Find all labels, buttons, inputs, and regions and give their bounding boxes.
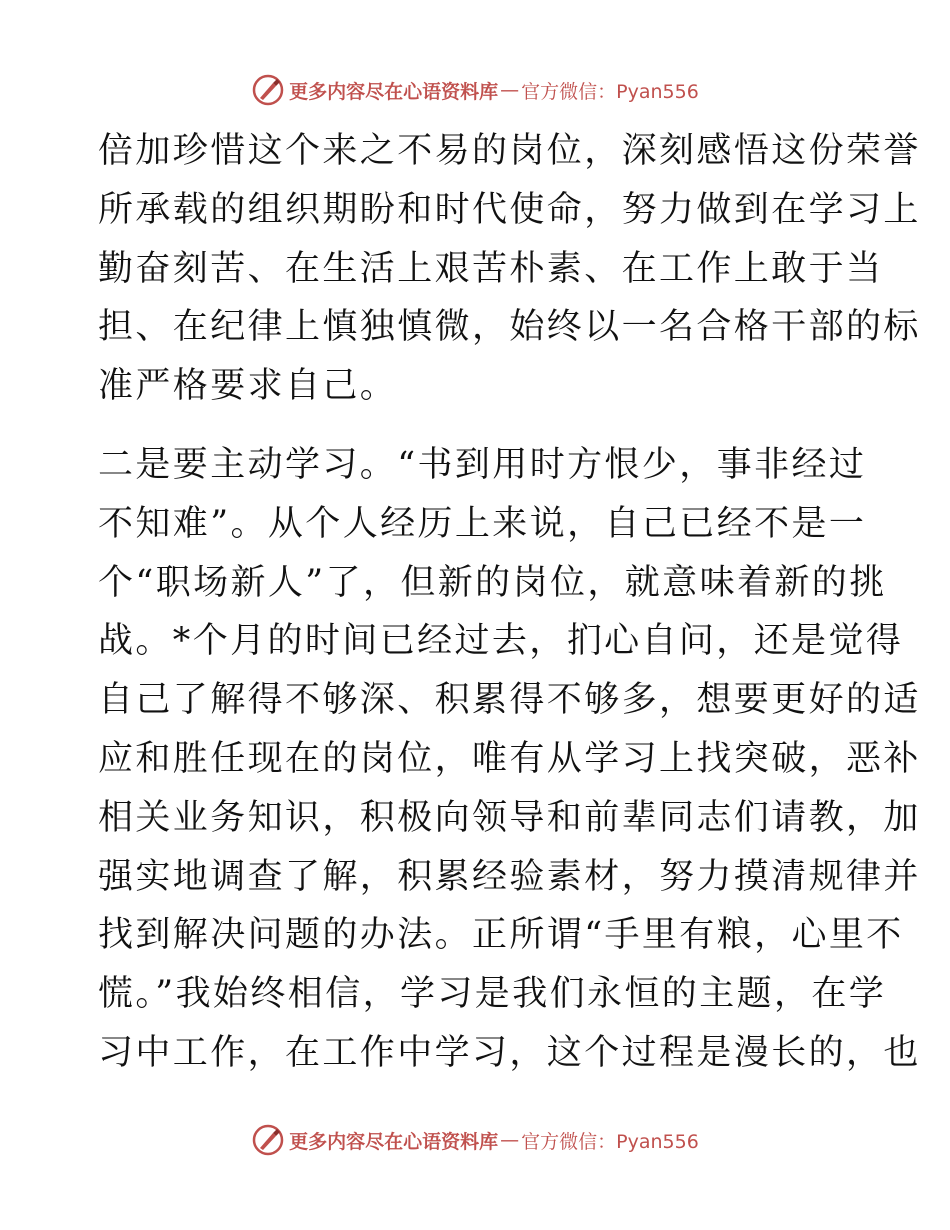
- pen-circle-logo-icon: [251, 1123, 285, 1157]
- body-line: 相关业务知识，积极向领导和前辈同志们请教，加: [98, 797, 921, 838]
- header-banner: [0, 70, 950, 110]
- body-line: 慌。”我始终相信，学习是我们永恒的主题，在学: [98, 974, 887, 1015]
- body-line: 二是要主动学习。“书到用时方恨少，事非经过: [98, 444, 867, 485]
- body-line: 应和胜任现在的岗位，唯有从学习上找突破，恶补: [98, 738, 921, 779]
- header-wechat-text: 官方微信：Pyan556: [521, 80, 699, 103]
- footer-promo-text: 更多内容尽在心语资料库: [289, 1130, 499, 1153]
- body-line: 战。*个月的时间已经过去，扪心自问，还是觉得: [98, 621, 904, 662]
- body-line: 习中工作，在工作中学习，这个过程是漫长的，也: [98, 1032, 921, 1073]
- body-line: 强实地调查了解，积累经验素材，努力摸清规律并: [98, 856, 921, 897]
- pen-circle-logo-icon: [251, 73, 285, 107]
- body-line: 个“职场新人”了，但新的岗位，就意味着新的挑: [98, 562, 887, 603]
- footer-separator: —: [500, 1129, 520, 1151]
- footer-banner: [0, 1120, 950, 1160]
- header-promo-text: 更多内容尽在心语资料库: [289, 80, 499, 103]
- body-line: 倍加珍惜这个来之不易的岗位，深刻感悟这份荣誉: [98, 131, 921, 171]
- body-line: 担、在纪律上慎独慎微，始终以一名合格干部的标: [98, 307, 921, 348]
- body-line: 准严格要求自己。: [98, 366, 398, 407]
- body-line: 自己了解得不够深、积累得不够多，想要更好的适: [98, 680, 921, 721]
- body-line: 找到解决问题的办法。正所谓“手里有粮，心里不: [98, 915, 904, 956]
- body-line: 勤奋刻苦、在生活上艰苦朴素、在工作上敢于当: [98, 248, 884, 289]
- header-separator: —: [500, 79, 520, 101]
- body-line: 所承载的组织期盼和时代使命，努力做到在学习上: [98, 189, 921, 230]
- body-line: 不知难”。从个人经历上来说，自己已经不是一: [98, 503, 867, 544]
- document-body: [98, 122, 921, 1083]
- footer-wechat-text: 官方微信：Pyan556: [521, 1130, 699, 1153]
